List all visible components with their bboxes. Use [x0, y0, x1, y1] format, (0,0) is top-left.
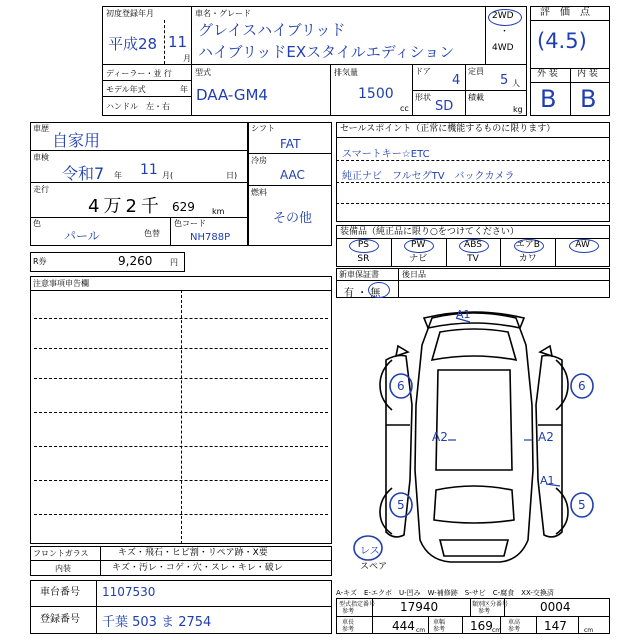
diagram-mark-a1-right: A1 — [540, 474, 555, 487]
ref-label-1: 参考 — [342, 608, 355, 615]
doors-value: 4 — [452, 73, 461, 88]
reg-label: 登録番号 — [40, 614, 80, 625]
capacity-label: 定員 — [468, 67, 484, 76]
year-unit: 年 — [180, 85, 188, 94]
after-items-label: 後日品 — [402, 270, 426, 279]
length-value: 444 — [392, 619, 415, 633]
color-code-label: 色コード — [174, 219, 206, 228]
sales-point-2: 純正ナビ フルセグTV バックカメラ — [342, 171, 515, 182]
dealer-label: ディーラー・並 行 — [106, 69, 172, 78]
inspection-month-unit: 月( — [162, 171, 174, 180]
usage-value: 自家用 — [52, 131, 101, 150]
type-label: 型式 — [195, 68, 211, 77]
first-reg-label: 初度登録年月 — [106, 9, 154, 18]
diagram-mark-a2-left: A2 — [432, 430, 448, 444]
front-glass-label: フロントガラス — [33, 549, 89, 558]
equipment-label: 装備品（純正品に限り○をつけてください） — [340, 227, 519, 237]
shift-label: シフト — [251, 124, 275, 133]
recycle-label: R券 — [33, 257, 47, 266]
ref-label-2: 参考 — [478, 608, 491, 615]
load-label: 積載 — [468, 93, 484, 102]
equipment-item: ABS — [464, 240, 482, 250]
diagram-mark-a1-front: A1 — [456, 308, 471, 321]
displacement-label: 排気量 — [334, 68, 358, 77]
diagram-mark-5-right: 5 — [578, 498, 586, 512]
shape-value: SD — [435, 99, 454, 114]
ref-label-3: 参考 — [342, 626, 355, 633]
recycle-value: 9,260 — [118, 254, 153, 268]
drive-2wd: 2WD — [492, 11, 514, 21]
interior-label: 内 装 — [577, 69, 598, 79]
drive-dot: ・ — [500, 27, 510, 37]
height-unit: cm — [584, 627, 594, 634]
drive-4wd: 4WD — [492, 43, 514, 53]
width-label: 車幅 — [433, 619, 446, 626]
inspection-year-unit: 年 — [114, 171, 122, 180]
first-reg-era: 平成28 — [108, 35, 158, 53]
form-label: 型式指定番号 — [339, 601, 376, 608]
chassis-label: 車台番号 — [40, 587, 80, 598]
exterior-grade: B — [540, 85, 557, 113]
type-value: DAA-GM4 — [196, 86, 268, 104]
car-name-line1: グレイスハイブリッド — [198, 21, 346, 39]
month-unit: 月 — [183, 54, 191, 63]
capacity-value: 5 — [500, 73, 509, 88]
diagram-mark-5-left: 5 — [397, 498, 405, 512]
class-label: 類別区分番号 — [472, 601, 509, 608]
equipment-item: AW — [575, 240, 590, 250]
length-label: 車長 — [342, 619, 355, 626]
new-warranty-label: 新車保証書 — [339, 270, 379, 279]
yen-unit: 円 — [170, 258, 178, 267]
fuel-value: その他 — [273, 211, 313, 226]
inspection-era: 令和7 — [62, 164, 105, 183]
spare-label: スペア — [360, 562, 388, 572]
sales-points-label: セールスポイント（正常に機能するものに限ります） — [340, 124, 556, 134]
evaluation-score: (4.5) — [537, 29, 587, 53]
mileage-label: 走行 — [33, 185, 49, 194]
fuel-label: 燃料 — [251, 188, 267, 197]
ac-label: 冷房 — [251, 156, 267, 165]
capacity-unit: 人 — [512, 79, 520, 88]
inspection-month: 11 — [140, 162, 158, 178]
diagram-mark-6-left: 6 — [397, 379, 405, 393]
height-label: 車高 — [508, 619, 521, 626]
equipment-item: エアB — [515, 240, 540, 250]
interior-grade: B — [580, 85, 597, 113]
width-unit: cm — [492, 627, 502, 634]
notes-label: 注意事項申告欄 — [33, 279, 89, 288]
car-name-line2: ハイブリッドEXスタイルエディション — [198, 43, 455, 61]
diagram-mark-a2-right: A2 — [538, 430, 554, 444]
class-value: 0004 — [540, 600, 571, 614]
front-glass-legend: キズ・飛石・ヒビ割・リペア跡・X要 — [118, 548, 268, 558]
color-value: パール — [64, 229, 100, 243]
interior-condition-legend: キズ・汚レ・コゲ・穴・スレ・キレ・破レ — [112, 563, 283, 573]
color-label: 色 — [33, 219, 41, 228]
sales-point-1: スマートキー☆ETC — [342, 149, 430, 160]
form-value: 17940 — [400, 600, 439, 614]
mileage-value: 4万2千 — [88, 196, 163, 217]
equipment-item: ナビ — [409, 254, 428, 264]
diagram-mark-6-right: 6 — [578, 379, 586, 393]
displacement-value: 1500 — [358, 86, 394, 102]
length-unit: cm — [416, 627, 426, 634]
width-value: 169 — [470, 619, 493, 633]
equipment-item: SR — [357, 254, 370, 264]
equipment-item: PW — [411, 240, 426, 250]
km-unit: km — [212, 207, 225, 216]
model-year-label: モデル年式 — [106, 85, 146, 94]
mileage-extra: 629 — [172, 200, 195, 214]
first-reg-month: 11 — [168, 33, 188, 51]
spare-note: レス — [360, 546, 380, 557]
inspection-label: 車検 — [33, 153, 49, 162]
color-code-value: NH788P — [190, 232, 231, 243]
warranty-value: 有 ・ 無 — [344, 288, 381, 299]
height-value: 147 — [544, 619, 567, 633]
equipment-item: PS — [357, 240, 369, 250]
handle-label: ハンドル 左・右 — [106, 102, 170, 111]
evaluation-label: 評 価 点 — [540, 7, 590, 18]
exterior-label: 外 装 — [537, 69, 558, 79]
ac-value: AAC — [280, 168, 305, 182]
ref-label-4: 参考 — [433, 626, 446, 633]
interior-condition-label: 内装 — [55, 564, 71, 573]
shape-label: 形状 — [415, 93, 431, 102]
chassis-value: 1107530 — [102, 585, 156, 599]
kg-unit: kg — [513, 105, 523, 114]
ref-label-5: 参考 — [508, 626, 521, 633]
color-change-label: 色替 — [144, 229, 160, 238]
equipment-item: カワ — [518, 254, 537, 264]
usage-label: 車歴 — [33, 124, 49, 133]
car-name-label: 車名・グレード — [195, 9, 251, 18]
doors-label: ドア — [415, 67, 431, 76]
reg-value: 千葉 503 ま 2754 — [102, 615, 212, 630]
equipment-item: TV — [467, 254, 479, 264]
shift-value: FAT — [280, 137, 301, 151]
damage-legend: A-キズ E-エクボ U-凹み W-補修跡 S-サビ C-腐食 XX-交換済 — [336, 589, 554, 597]
inspection-day-unit: 日) — [226, 171, 238, 180]
cc-unit: cc — [400, 104, 409, 113]
